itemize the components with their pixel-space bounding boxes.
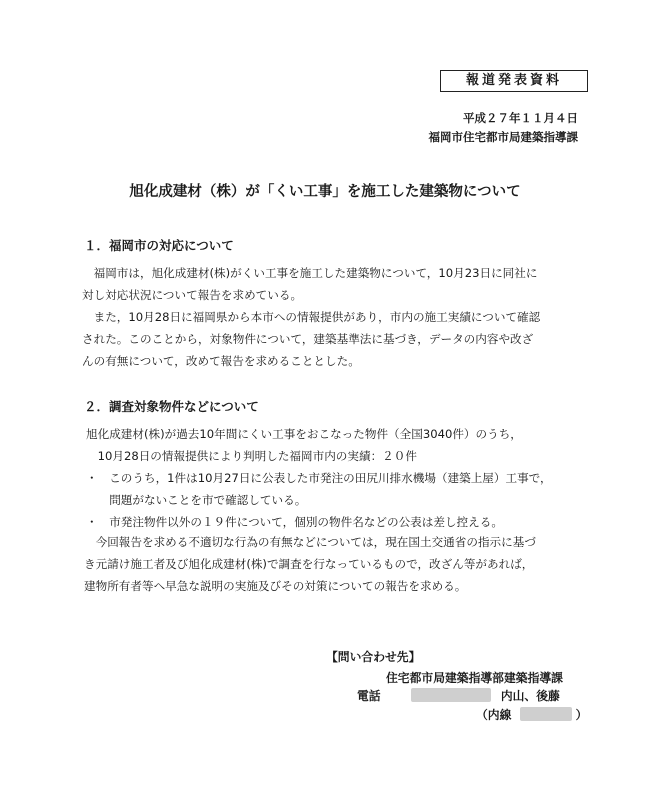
section-1-line: また，10月28日に福岡県から本市への情報提供があり，市内の施工実績について確認 [82, 310, 541, 324]
section-1-heading: １．福岡市の対応について [84, 238, 234, 253]
closing-line: き元請け施工者及び旭化成建材(株)で調査を行なっているもので，改ざん等があれば， [84, 557, 534, 571]
contact-heading: 【問い合わせ先】 [326, 650, 421, 664]
contact-extension-row [476, 706, 587, 723]
section-2-heading: ２．調査対象物件などについて [84, 399, 259, 414]
redacted-phone-number [411, 688, 491, 702]
document-title: 旭化成建材（株）が「くい工事」を施工した建築物について [129, 184, 521, 200]
redacted-extension [520, 707, 572, 721]
closing-line: 今回報告を求める不適切な行為の有無などについては，現在国土交通省の指示に基づ [84, 535, 536, 549]
press-release-stamp: 報道発表資料 [440, 70, 588, 92]
section-2-line: 問題がないことを市で確認している。 [86, 493, 307, 507]
section-1-line: 対し対応状況について報告を求めている。 [82, 288, 303, 302]
section-2-bullet: ・ 市発注物件以外の１９件について，個別の物件名などの公表は差し控える。 [86, 515, 503, 529]
issuing-department: 福岡市住宅都市局建築指導課 [428, 130, 578, 144]
contact-department: 住宅都市局建築指導部建築指導課 [386, 671, 563, 685]
section-2-body [86, 423, 586, 533]
section-1-line: された。このことから，対象物件について，建築基準法に基づき，データの内容や改ざ [82, 332, 534, 346]
section-1-line: んの有無について，改めて報告を求めることとした。 [82, 354, 360, 368]
extension-label: （内線 [476, 708, 512, 722]
section-2-line: 旭化成建材(株)が過去10年間にくい工事をおこなった物件（全国3040件）のうち， [86, 427, 522, 441]
extension-close: ） [575, 708, 588, 722]
phone-label: 電話 [357, 689, 381, 703]
section-1-body [82, 262, 582, 372]
contact-persons: 内山、後藤 [500, 689, 560, 703]
section-2-bullet: ・ このうち，1件は10月27日に公表した市発注の田尻川排水機場（建築上屋）工事で， [86, 471, 552, 485]
issue-date: 平成２７年１１月４日 [463, 111, 578, 125]
section-2-line: 10月28日の情報提供により判明した福岡市内の実績：２０件 [86, 449, 417, 463]
contact-phone-row [357, 687, 560, 704]
section-1-line: 福岡市は，旭化成建材(株)がくい工事を施工した建築物について，10月23日に同社に [82, 266, 538, 280]
closing-line: 建物所有者等へ早急な説明の実施及びその対策についての報告を求める。 [84, 579, 467, 593]
closing-paragraph [84, 531, 584, 597]
